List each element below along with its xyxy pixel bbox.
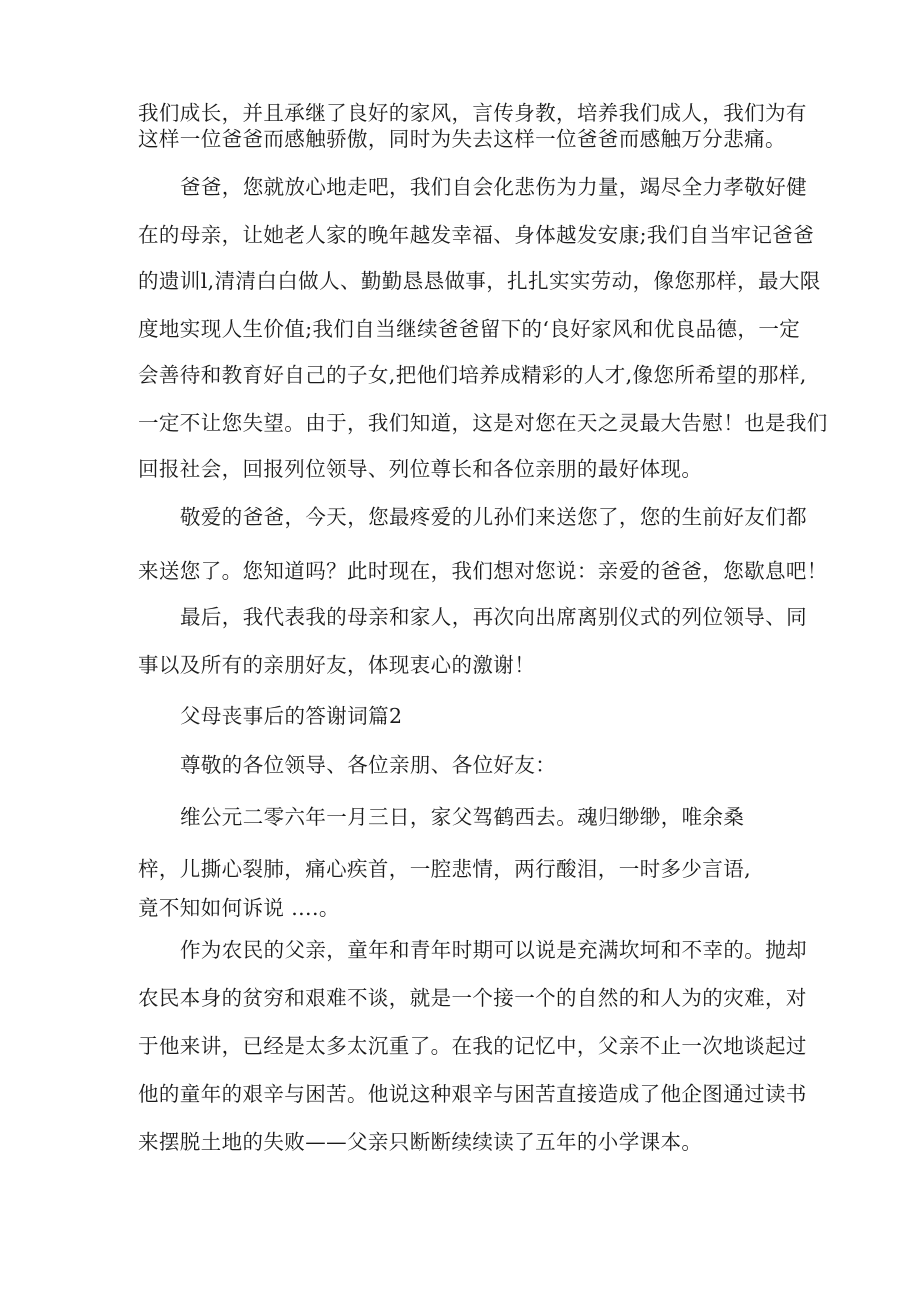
text-line: 回报社会，回报列位领导、列位尊长和各位亲朋的最好体现。 (138, 457, 703, 481)
paragraph-start-line: 爸爸，您就放心地走吧，我们自会化悲伤为力量，竭尽全力孝敬好健 (180, 175, 807, 199)
text-line: 竟不知如何诉说 ....。 (138, 896, 340, 920)
paragraph-start-line: 最后，我代表我的母亲和家人，再次向出席离别仪式的列位领导、同 (180, 605, 807, 629)
text-line: 事以及所有的亲朋好友，体现衷心的激谢！ (138, 653, 536, 677)
text-line: 在的母亲，让她老人家的晚年越发幸福、身体越发安康;我们自当牢记爸爸 (138, 223, 815, 247)
text-line: 度地实现人生价值;我们自当继续爸爸留下的‘良好家风和优良品德，一定 (138, 317, 801, 341)
text-line: 的遗训l,清清白白做人、勤勤恳恳做事，扎扎实实劳动，像您那样，最大限 (138, 269, 821, 293)
text-line: 一定不让您失望。由于，我们知道，这是对您在天之灵最大告慰！也是我们 (138, 411, 828, 435)
text-line: 他的童年的艰辛与困苦。他说这种艰辛与困苦直接造成了他企图通过读书 (138, 1082, 807, 1106)
text-line: 梓，儿撕心裂肺，痛心疾首，一腔悲情，两行酸泪，一时多少言语, (138, 857, 752, 881)
section-heading: 父母丧事后的答谢词篇2 (180, 704, 403, 728)
text-line: 这样一位爸爸而感触骄傲，同时为失去这样一位爸爸而感触万分悲痛。 (138, 127, 786, 151)
paragraph-start-line: 维公元二零六年一月三日，家父驾鹤西去。魂归缈缈，唯余桑 (180, 805, 745, 829)
paragraph-start-line: 敬爱的爸爸，今天，您最疼爱的儿孙们来送您了，您的生前好友们都 (180, 505, 807, 529)
text-line: 于他来讲，已经是太多太沉重了。在我的记忆中，父亲不止一次地谈起过 (138, 1034, 807, 1058)
salutation-line: 尊敬的各位领导、各位亲朋、各位好友： (180, 753, 557, 777)
text-line: 来送您了。您知道吗？此时现在，我们想对您说：亲爱的爸爸，您歇息吧！ (138, 559, 828, 583)
text-line: 会善待和教育好自己的子女,把他们培养成精彩的人才,像您所希望的那样, (138, 363, 807, 387)
text-line: 农民本身的贫穷和艰难不谈，就是一个接一个的自然的和人为的灾难，对 (138, 986, 807, 1010)
text-line: 来摆脱土地的失败——父亲只断断续续读了五年的小学课本。 (138, 1130, 703, 1154)
text-line: 我们成长，并且承继了良好的家风，言传身教，培养我们成人，我们为有 (138, 101, 807, 125)
paragraph-start-line: 作为农民的父亲，童年和青年时期可以说是充满坎坷和不幸的。抛却 (180, 938, 807, 962)
